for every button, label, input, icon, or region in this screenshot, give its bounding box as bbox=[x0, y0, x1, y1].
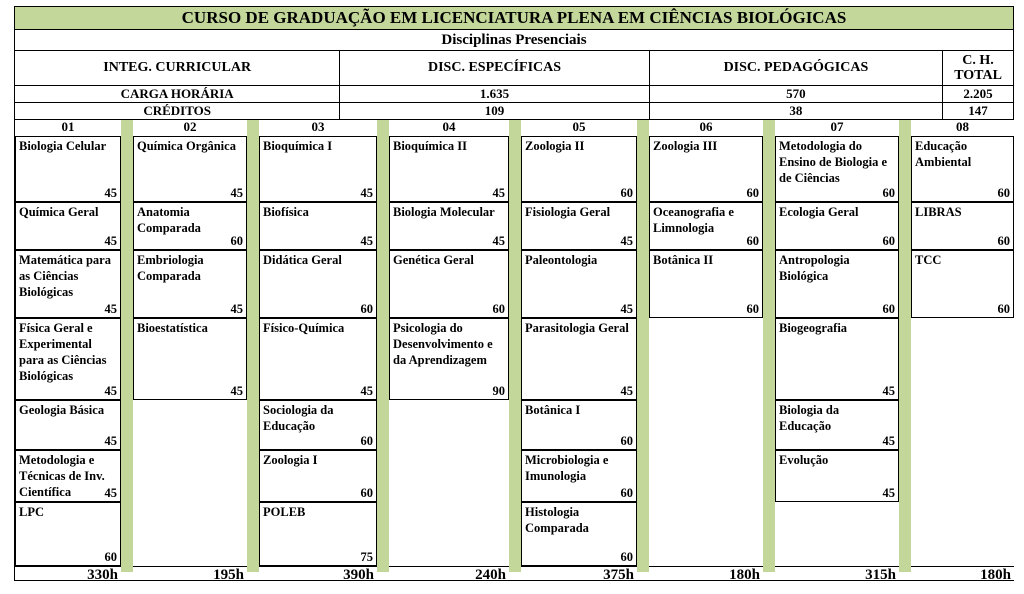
subject-cell bbox=[775, 250, 899, 318]
subject-name: Sociologia da Educação bbox=[263, 403, 334, 433]
subject-cell bbox=[775, 136, 899, 202]
subject-cell bbox=[911, 136, 1014, 202]
ch-total-line1: C. H. bbox=[962, 53, 994, 68]
subject-name: POLEB bbox=[263, 505, 306, 519]
semester-total: 195h bbox=[133, 566, 247, 582]
subject-hours: 45 bbox=[882, 486, 895, 500]
semester-number: 07 bbox=[830, 119, 844, 134]
semester-separator bbox=[637, 120, 649, 572]
semester-grid bbox=[14, 120, 1014, 581]
especificas-header: DISC. ESPECÍFICAS bbox=[340, 51, 649, 85]
subject-cell bbox=[521, 502, 637, 566]
subject-cell bbox=[649, 250, 763, 318]
semester-number: 08 bbox=[956, 119, 969, 134]
subject-hours: 60 bbox=[882, 186, 895, 200]
subject-name: Matemática para as Ciências Biológicas bbox=[19, 253, 111, 299]
subject-hours: 45 bbox=[620, 234, 633, 248]
subject-name: Botânica I bbox=[525, 403, 581, 417]
subject-hours: 60 bbox=[104, 550, 117, 564]
subject-hours: 45 bbox=[104, 434, 117, 448]
subject-name: Genética Geral bbox=[393, 253, 474, 267]
subject-name: Geologia Básica bbox=[19, 403, 105, 417]
subject-cell bbox=[15, 400, 121, 450]
subject-hours: 60 bbox=[997, 186, 1010, 200]
subject-hours: 45 bbox=[882, 384, 895, 398]
subject-cell bbox=[15, 450, 121, 502]
subject-hours: 60 bbox=[360, 434, 373, 448]
subject-name: Química Geral bbox=[19, 205, 99, 219]
subject-hours: 45 bbox=[360, 234, 373, 248]
subject-cell bbox=[775, 318, 899, 400]
subject-cell bbox=[133, 250, 247, 318]
subject-cell bbox=[259, 250, 377, 318]
subject-hours: 45 bbox=[104, 302, 117, 316]
subject-cell bbox=[133, 318, 247, 400]
subject-cell bbox=[389, 250, 509, 318]
semester-total: 240h bbox=[389, 566, 509, 582]
subject-cell bbox=[15, 318, 121, 400]
ch-total-line2: TOTAL bbox=[954, 68, 1002, 83]
carga-pedagogicas: 570 bbox=[650, 86, 943, 102]
integ-header: INTEG. CURRICULAR bbox=[15, 51, 340, 85]
subject-name: Paleontologia bbox=[525, 253, 598, 267]
semester-number: 02 bbox=[183, 119, 197, 134]
subject-name: Parasitologia Geral bbox=[525, 321, 629, 335]
subject-cell bbox=[259, 202, 377, 250]
subject-hours: 60 bbox=[997, 302, 1010, 316]
subject-cell bbox=[521, 136, 637, 202]
subject-name: Embriologia Comparada bbox=[137, 253, 204, 283]
ch-total-header bbox=[943, 51, 1013, 85]
subject-name: Bioquímica I bbox=[263, 139, 333, 153]
subject-cell bbox=[521, 400, 637, 450]
subject-hours: 60 bbox=[620, 186, 633, 200]
subject-name: Didática Geral bbox=[263, 253, 342, 267]
subject-hours: 60 bbox=[360, 302, 373, 316]
subject-name: Anatomia Comparada bbox=[137, 205, 201, 235]
semester-number: 03 bbox=[311, 119, 325, 134]
subject-name: Biofísica bbox=[263, 205, 309, 219]
subject-name: Metodologia do Ensino de Biologia e de Ciências bbox=[779, 139, 888, 185]
subject-hours: 45 bbox=[104, 234, 117, 248]
subject-hours: 60 bbox=[746, 302, 759, 316]
subject-hours: 60 bbox=[360, 486, 373, 500]
creditos-row bbox=[14, 103, 1014, 120]
carga-label: CARGA HORÁRIA bbox=[15, 86, 340, 102]
subject-cell bbox=[911, 202, 1014, 250]
subject-cell bbox=[133, 136, 247, 202]
subject-name: Botânica II bbox=[653, 253, 714, 267]
semester-total: 180h bbox=[649, 566, 763, 582]
subject-hours: 60 bbox=[746, 186, 759, 200]
subject-cell bbox=[15, 136, 121, 202]
subject-hours: 60 bbox=[746, 234, 759, 248]
subject-hours: 60 bbox=[620, 486, 633, 500]
subject-hours: 90 bbox=[492, 384, 505, 398]
subject-name: Psicologia do Desenvolvimento e da Aprendizagem bbox=[393, 321, 493, 367]
subject-name: Biologia Celular bbox=[19, 139, 107, 153]
subject-name: Zoologia II bbox=[525, 139, 585, 153]
subject-name: LIBRAS bbox=[915, 205, 962, 219]
subject-cell bbox=[775, 400, 899, 450]
creditos-label: CRÉDITOS bbox=[15, 103, 340, 119]
subject-cell bbox=[911, 250, 1014, 318]
subject-cell bbox=[521, 318, 637, 400]
subject-cell bbox=[259, 400, 377, 450]
subject-name: Fisiologia Geral bbox=[525, 205, 611, 219]
subject-hours: 75 bbox=[360, 550, 373, 564]
pedagogicas-header: DISC. PEDAGÓGICAS bbox=[650, 51, 943, 85]
subject-cell bbox=[775, 450, 899, 502]
subject-name: Zoologia I bbox=[263, 453, 318, 467]
subject-hours: 45 bbox=[620, 302, 633, 316]
subject-cell bbox=[775, 202, 899, 250]
subject-cell bbox=[389, 136, 509, 202]
semester-number: 06 bbox=[699, 119, 713, 134]
subject-hours: 45 bbox=[882, 434, 895, 448]
subject-name: LPC bbox=[19, 505, 44, 519]
semester-total: 330h bbox=[15, 566, 121, 582]
subject-hours: 60 bbox=[997, 234, 1010, 248]
subject-hours: 45 bbox=[230, 302, 243, 316]
subject-name: TCC bbox=[915, 253, 942, 267]
semester-number: 05 bbox=[572, 119, 586, 134]
subject-cell bbox=[15, 250, 121, 318]
subject-cell bbox=[389, 202, 509, 250]
subject-name: Oceanografia e Limnologia bbox=[653, 205, 734, 235]
subject-cell bbox=[259, 450, 377, 502]
table-subtitle: Disciplinas Presenciais bbox=[14, 30, 1014, 51]
subject-hours: 60 bbox=[620, 434, 633, 448]
semester-total: 315h bbox=[775, 566, 899, 582]
subject-name: Educação Ambiental bbox=[915, 139, 972, 169]
subject-hours: 45 bbox=[492, 186, 505, 200]
carga-total: 2.205 bbox=[963, 86, 993, 101]
subject-name: Ecologia Geral bbox=[779, 205, 859, 219]
header-row bbox=[14, 51, 1014, 86]
subject-cell bbox=[521, 450, 637, 502]
carga-row bbox=[14, 86, 1014, 103]
subject-name: Biologia da Educação bbox=[779, 403, 840, 433]
subject-hours: 60 bbox=[230, 234, 243, 248]
subject-hours: 45 bbox=[230, 384, 243, 398]
subject-name: Química Orgânica bbox=[137, 139, 236, 153]
subject-hours: 60 bbox=[882, 302, 895, 316]
subject-hours: 45 bbox=[104, 384, 117, 398]
subject-name: Físico-Química bbox=[263, 321, 345, 335]
subject-name: Bioestatística bbox=[137, 321, 208, 335]
semester-separator bbox=[121, 120, 133, 572]
subject-name: Histologia Comparada bbox=[525, 505, 589, 535]
semester-number: 04 bbox=[442, 119, 456, 134]
subject-hours: 45 bbox=[620, 384, 633, 398]
subject-name: Evolução bbox=[779, 453, 829, 467]
semester-separator bbox=[509, 120, 521, 572]
subject-name: Bioquímica II bbox=[393, 139, 467, 153]
semester-separator bbox=[247, 120, 259, 572]
subject-name: Microbiologia e Imunologia bbox=[525, 453, 609, 483]
subject-name: Antropologia Biológica bbox=[779, 253, 850, 283]
subject-name: Biologia Molecular bbox=[393, 205, 495, 219]
subject-hours: 45 bbox=[104, 186, 117, 200]
semester-separator bbox=[899, 120, 911, 572]
creditos-especificas: 109 bbox=[340, 103, 649, 119]
semester-separator bbox=[763, 120, 775, 572]
subject-cell bbox=[521, 202, 637, 250]
subject-hours: 60 bbox=[620, 550, 633, 564]
subject-hours: 60 bbox=[882, 234, 895, 248]
carga-especificas: 1.635 bbox=[340, 86, 649, 102]
subject-cell bbox=[15, 502, 121, 566]
semester-separator bbox=[377, 120, 389, 572]
subject-hours: 60 bbox=[492, 302, 505, 316]
table-title: CURSO DE GRADUAÇÃO EM LICENCIATURA PLENA EM CIÊNCIAS BIOLÓGICAS bbox=[14, 6, 1014, 30]
subject-name: Física Geral e Experimental para as Ciências Biológicas bbox=[19, 321, 107, 383]
curriculum-table bbox=[14, 6, 1014, 581]
subject-cell bbox=[15, 202, 121, 250]
subject-cell bbox=[649, 202, 763, 250]
creditos-pedagogicas: 38 bbox=[650, 103, 943, 119]
subject-hours: 45 bbox=[492, 234, 505, 248]
semester-total: 375h bbox=[521, 566, 637, 582]
semester-total: 180h bbox=[911, 566, 1014, 582]
subject-hours: 45 bbox=[104, 486, 117, 500]
subject-cell bbox=[521, 250, 637, 318]
subject-hours: 45 bbox=[360, 186, 373, 200]
semester-number: 01 bbox=[61, 119, 75, 134]
subject-hours: 45 bbox=[360, 384, 373, 398]
subject-cell bbox=[389, 318, 509, 400]
subject-cell bbox=[259, 502, 377, 566]
creditos-total: 147 bbox=[968, 103, 988, 118]
subject-cell bbox=[133, 202, 247, 250]
subject-hours: 45 bbox=[230, 186, 243, 200]
subject-cell bbox=[259, 136, 377, 202]
subject-cell bbox=[259, 318, 377, 400]
semester-total: 390h bbox=[259, 566, 377, 582]
subject-name: Biogeografia bbox=[779, 321, 848, 335]
subject-name: Zoologia III bbox=[653, 139, 718, 153]
subject-cell bbox=[649, 136, 763, 202]
subject-name: Metodologia e Técnicas de Inv. Científica bbox=[19, 453, 105, 499]
